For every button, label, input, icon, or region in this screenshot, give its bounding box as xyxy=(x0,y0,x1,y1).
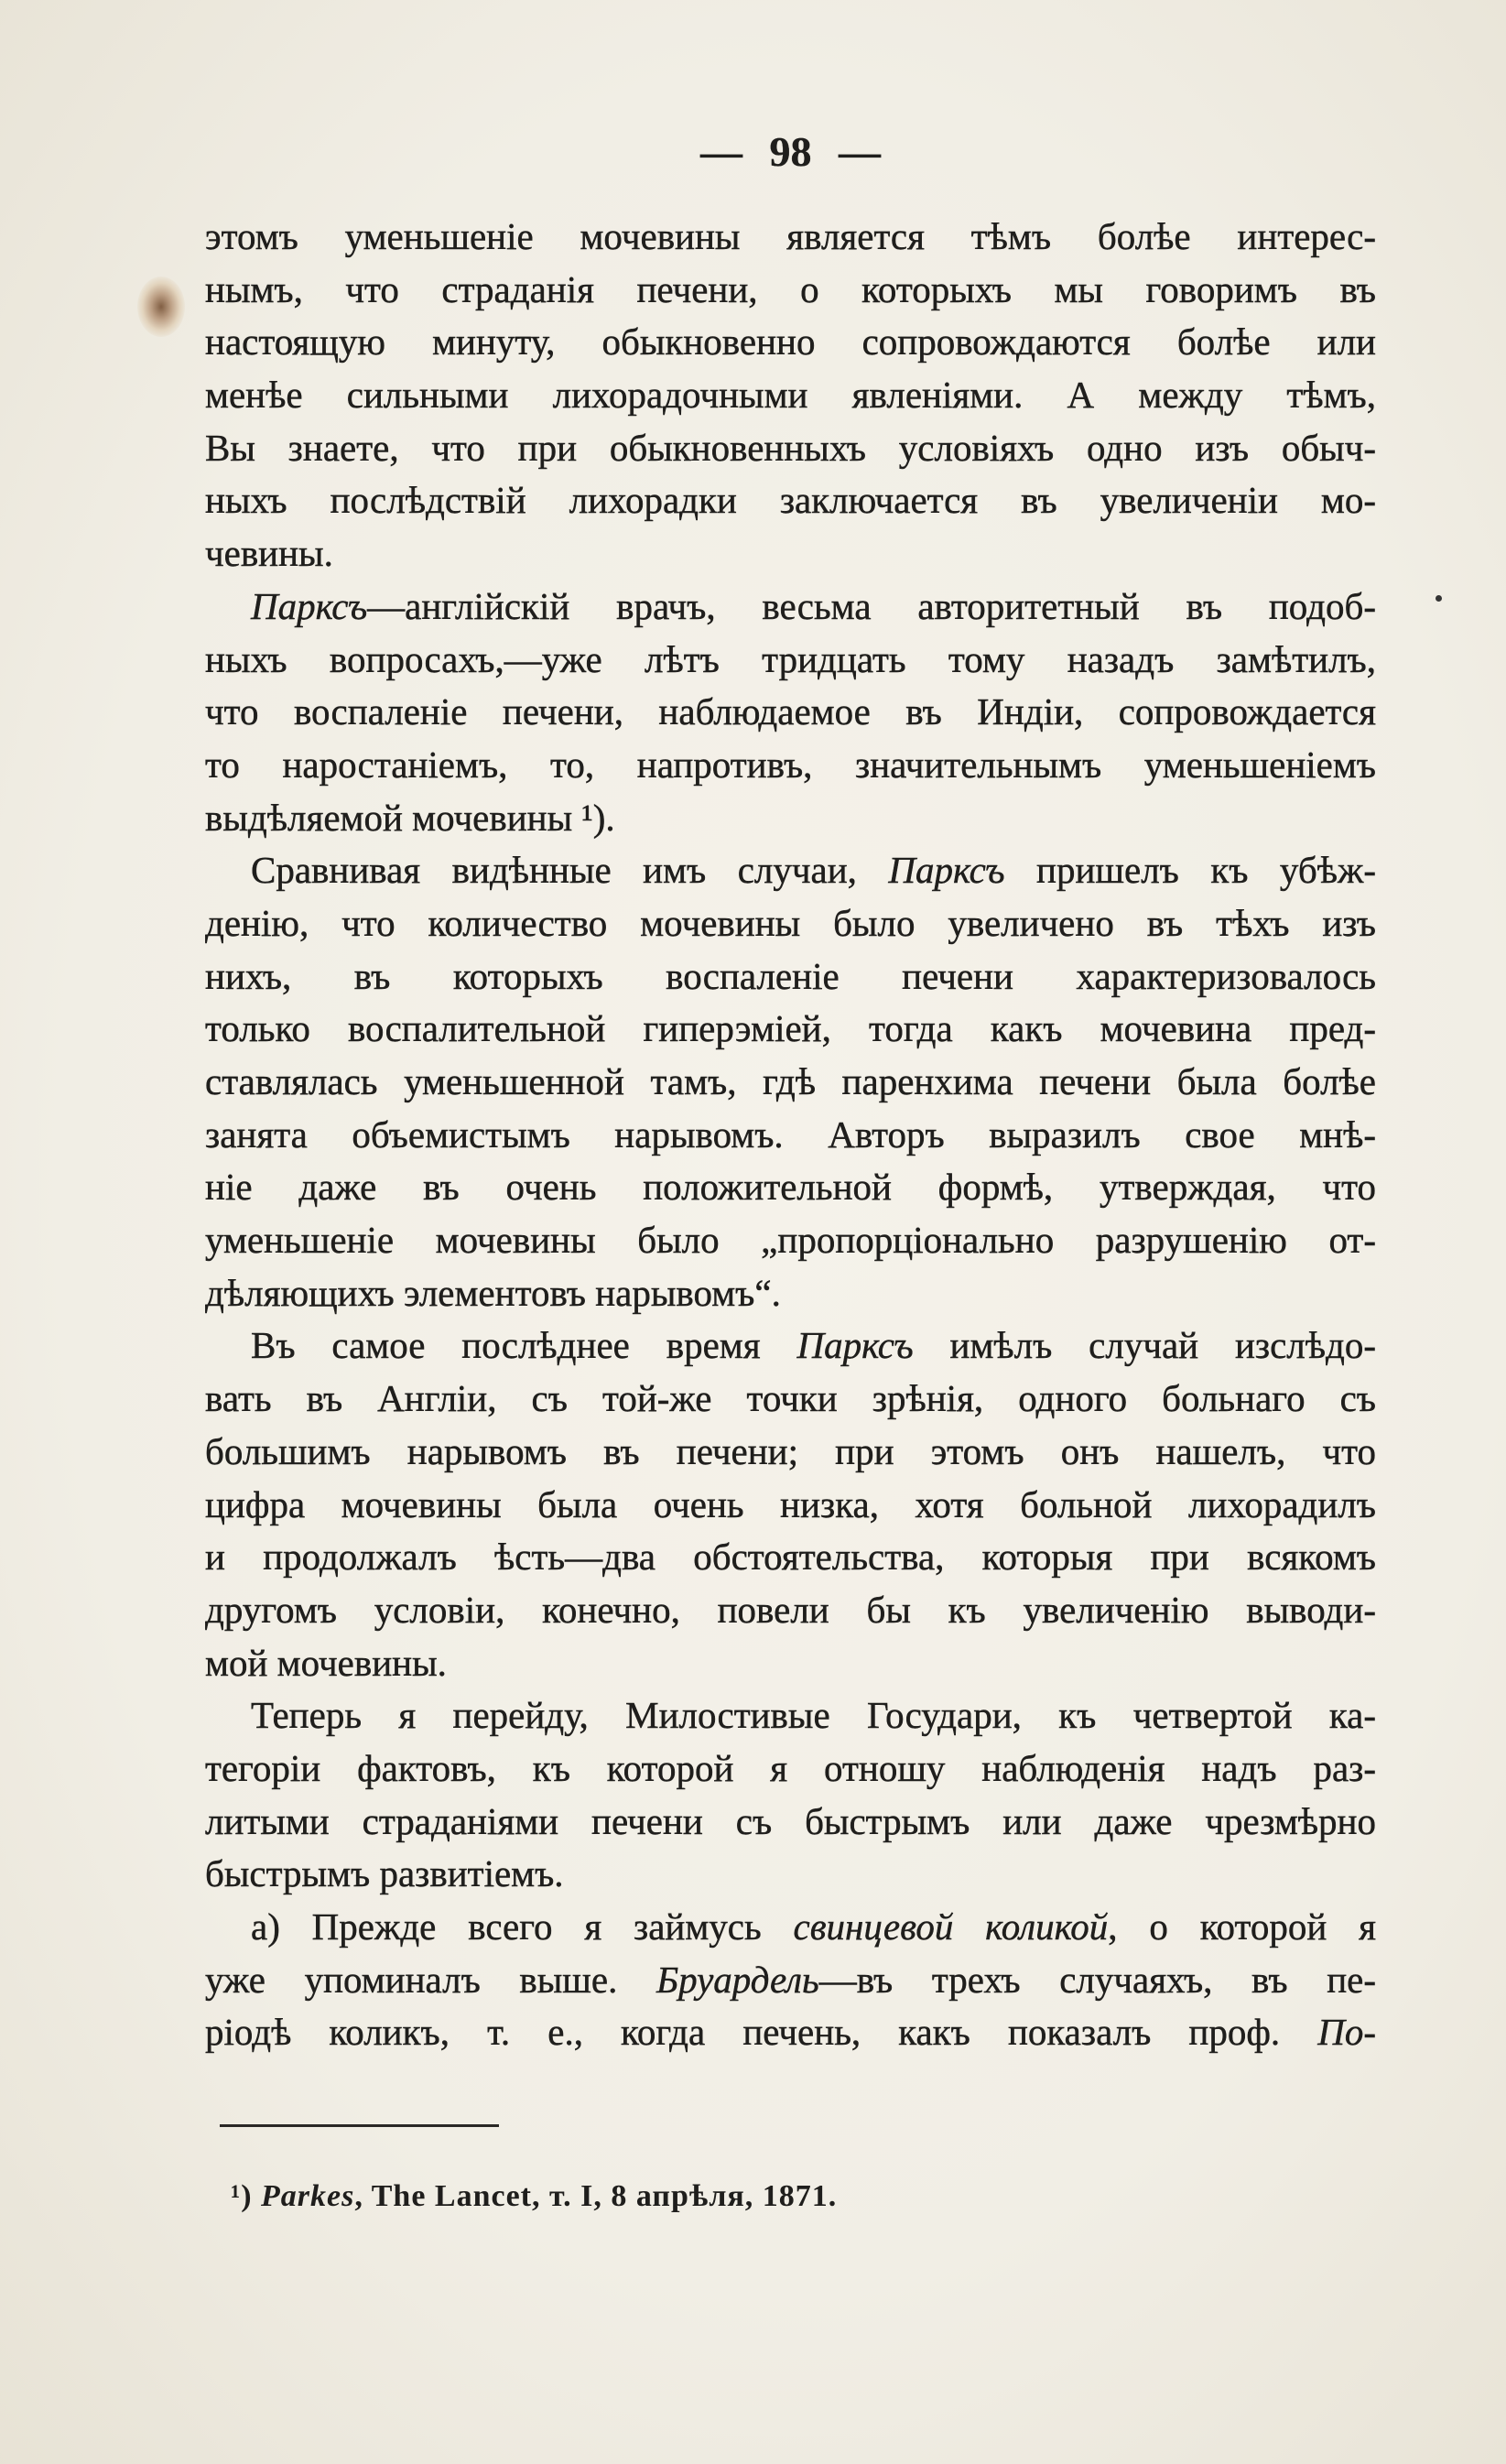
paper-speck xyxy=(1436,595,1442,602)
text-segment: —въ трехъ случаяхъ, въ пе- xyxy=(818,1958,1376,2001)
text-line: нихъ, въ которыхъ воспаленіе печени характеризовалось xyxy=(205,954,1376,997)
text-line: литыми страданіями печени съ быстрымъ или даже чрезмѣрно xyxy=(205,1799,1376,1842)
paragraph xyxy=(205,844,1376,1319)
text-line xyxy=(205,2006,1376,2059)
text-segment: а) Прежде всего я займусь xyxy=(251,1905,794,1948)
text-line: то наростаніемъ, то, напротивъ, значительнымъ уменьшеніемъ xyxy=(205,743,1376,786)
text-line: ніе даже въ очень положительной формѣ, утверждая, что xyxy=(205,1166,1376,1209)
text-line: ныхъ послѣдствій лихорадки заключается въ увеличеніи мо- xyxy=(205,479,1376,522)
emphasis-text: Бруардель xyxy=(655,1958,819,2001)
emphasis-text: свинцевой коликой xyxy=(793,1905,1109,1948)
text-line xyxy=(205,1954,1376,2007)
emphasis-text: По- xyxy=(1317,2011,1376,2054)
text-segment: ріодѣ коликъ, т. е., когда печень, какъ показалъ проф. xyxy=(205,2011,1318,2054)
text-line: цифра мочевины была очень низка, хотя больной лихорадилъ xyxy=(205,1482,1376,1525)
paragraph xyxy=(205,581,1376,844)
text-line: дѣляющихъ элементовъ нарывомъ“. xyxy=(205,1271,781,1314)
text-line: настоящую минуту, обыкновенно сопровождаются болѣе или xyxy=(205,320,1376,364)
text-line: вать въ Англіи, съ той-же точки зрѣнія, одного больнаго съ xyxy=(205,1377,1376,1420)
footnote-source: , The Lancet, т. I, 8 апрѣля, 1871. xyxy=(354,2179,838,2213)
paragraph xyxy=(205,211,1376,581)
text-segment: —англійскій врачъ, весьма авторитетный въ подоб- xyxy=(367,584,1376,627)
footnote xyxy=(231,2171,837,2222)
text-line: быстрымъ развитіемъ. xyxy=(205,1852,564,1895)
text-line: ныхъ вопросахъ,—уже лѣтъ тридцать тому назадъ замѣтилъ, xyxy=(205,637,1376,680)
text-line: и продолжалъ ѣсть—два обстоятельства, которыя при всякомъ xyxy=(205,1536,1376,1579)
text-segment: Сравнивая видѣнные имъ случаи, xyxy=(251,849,889,892)
page-number: — 98 — xyxy=(700,128,881,175)
paper-stain xyxy=(137,277,185,337)
text-line xyxy=(205,1319,1376,1373)
text-segment: имѣлъ случай изслѣдо- xyxy=(913,1324,1376,1367)
text-line: менѣе сильными лихорадочными явленіями. А между тѣмъ, xyxy=(205,374,1376,417)
text-line: Теперь я перейду, Милостивые Государи, къ четвертой ка- xyxy=(251,1694,1376,1737)
text-line: занята объемистымъ нарывомъ. Авторъ выразилъ свое мнѣ- xyxy=(205,1113,1376,1156)
emphasis-text: Парксъ xyxy=(796,1324,914,1367)
text-segment: уже упоминалъ выше. xyxy=(205,1958,656,2001)
text-line: только воспалительной гиперэміей, тогда какъ мочевина пред- xyxy=(205,1007,1376,1050)
text-line: этомъ уменьшеніе мочевины является тѣмъ болѣе интерес- xyxy=(205,215,1376,257)
text-line xyxy=(205,581,1376,634)
text-line: ставлялась уменьшенной тамъ, гдѣ паренхима печени была болѣе xyxy=(205,1060,1376,1102)
text-line: Вы знаете, что при обыкновенныхъ условіяхъ одно изъ обыч- xyxy=(205,426,1376,469)
text-line: нымъ, что страданія печени, о которыхъ мы говоримъ въ xyxy=(205,267,1376,310)
text-line: мой мочевины. xyxy=(205,1641,447,1684)
text-line xyxy=(205,844,1376,897)
text-segment: Въ самое послѣднее время xyxy=(251,1324,797,1367)
footnote-author: Parkes xyxy=(261,2179,355,2213)
text-line: большимъ нарывомъ въ печени; при этомъ онъ нашелъ, что xyxy=(205,1429,1376,1472)
emphasis-text: Парксъ xyxy=(888,849,1005,892)
paragraph xyxy=(205,1901,1376,2059)
paragraph xyxy=(205,1689,1376,1901)
text-line: чевины. xyxy=(205,532,333,575)
text-line: тегоріи фактовъ, къ которой я отношу наблюденія надъ раз- xyxy=(205,1746,1376,1789)
text-line: другомъ условіи, конечно, повели бы къ увеличенію выводи- xyxy=(205,1588,1376,1631)
text-segment: пришелъ къ убѣж- xyxy=(1004,849,1376,892)
footnote-marker: ¹) xyxy=(231,2179,253,2213)
text-line: уменьшеніе мочевины было „пропорціонально разрушенію от- xyxy=(205,1219,1376,1262)
body-text xyxy=(205,211,1376,2059)
text-segment: , о которой я xyxy=(1108,1905,1376,1948)
text-line: денію, что количество мочевины было увеличено въ тѣхъ изъ xyxy=(205,901,1376,944)
emphasis-text: Парксъ xyxy=(251,584,368,627)
text-line: выдѣляемой мочевины ¹). xyxy=(205,796,615,839)
text-line: что воспаленіе печени, наблюдаемое въ Индіи, сопровождается xyxy=(205,690,1376,733)
text-line xyxy=(205,1901,1376,1954)
paragraph xyxy=(205,1319,1376,1689)
footnote-rule xyxy=(220,2124,499,2127)
